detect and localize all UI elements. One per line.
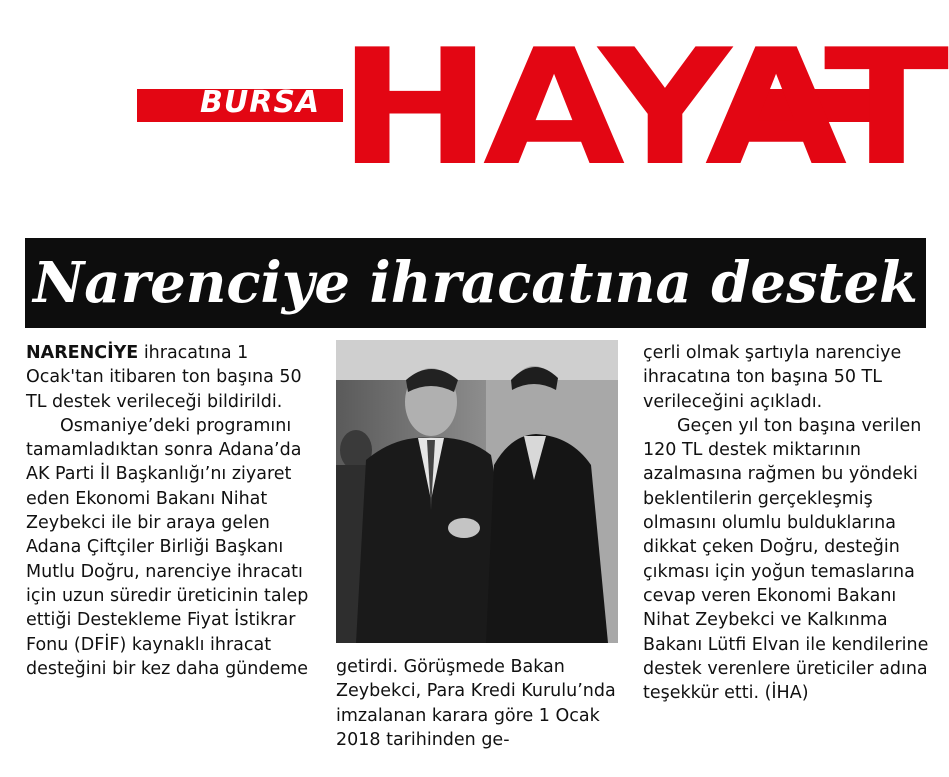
article-paragraph-2: Osmaniye’deki programını tamamladıktan sonra Adana’da AK Parti İl Başkanlığı’nı ziyaret eden Ekonomi Bakanı Nihat Zeybekci ile bir araya gelen Adana Çiftçiler Birliği Başkanı Mutlu Doğru, narenciye ihracatı için uzun süredir üreticinin talep ettiği Destekleme Fiyat İstikrar Fonu (DFİF) kaynaklı ihracat desteğini bir kez daha gündeme	[26, 415, 309, 679]
lead-text: ihracatına 1 Ocak'tan itibaren ton başına 50 TL destek verileceği bildirildi.	[26, 343, 302, 412]
masthead-bursa: BURSA	[200, 85, 321, 120]
article-column-3-paragraph-2: Geçen yıl ton başına verilen 120 TL destek miktarının azalmasına rağmen bu yöndeki beklentilerin gerçekleşmiş olmasını olumlu bulduklarına dikkat çeken Doğru, desteğin çıkması için yoğun temaslarına cevap veren Ekonomi Bakanı Nihat Zeybekci ve Kalkınma Bakanı Lütfi Elvan ile kendilerine destek verenlere üreticiler adına teşekkür etti. (İHA)	[643, 415, 929, 704]
lead-word: NARENCİYE	[26, 343, 139, 363]
article-column-1	[26, 341, 326, 681]
masthead-hayat-logo: HAYAT	[338, 14, 941, 201]
article-column-3	[643, 341, 933, 705]
article-column-2	[336, 655, 618, 752]
article-lead-paragraph	[26, 341, 326, 414]
headline-band	[25, 238, 926, 328]
article-column-3-paragraph-1: çerli olmak şartıyla narenciye ihracatına ton başına 50 TL verileceğini açıkladı.	[643, 343, 902, 412]
article-column-2-text: getirdi. Görüşmede Bakan Zeybekci, Para Kredi Kurulu’nda imzalanan karara göre 1 Ocak 2018 tarihinden ge-	[336, 657, 616, 750]
headline: Narenciye ihracatına destek	[33, 250, 918, 316]
article-photo	[336, 340, 618, 643]
photo-two-men-handshake	[336, 340, 618, 643]
masthead	[0, 0, 949, 205]
